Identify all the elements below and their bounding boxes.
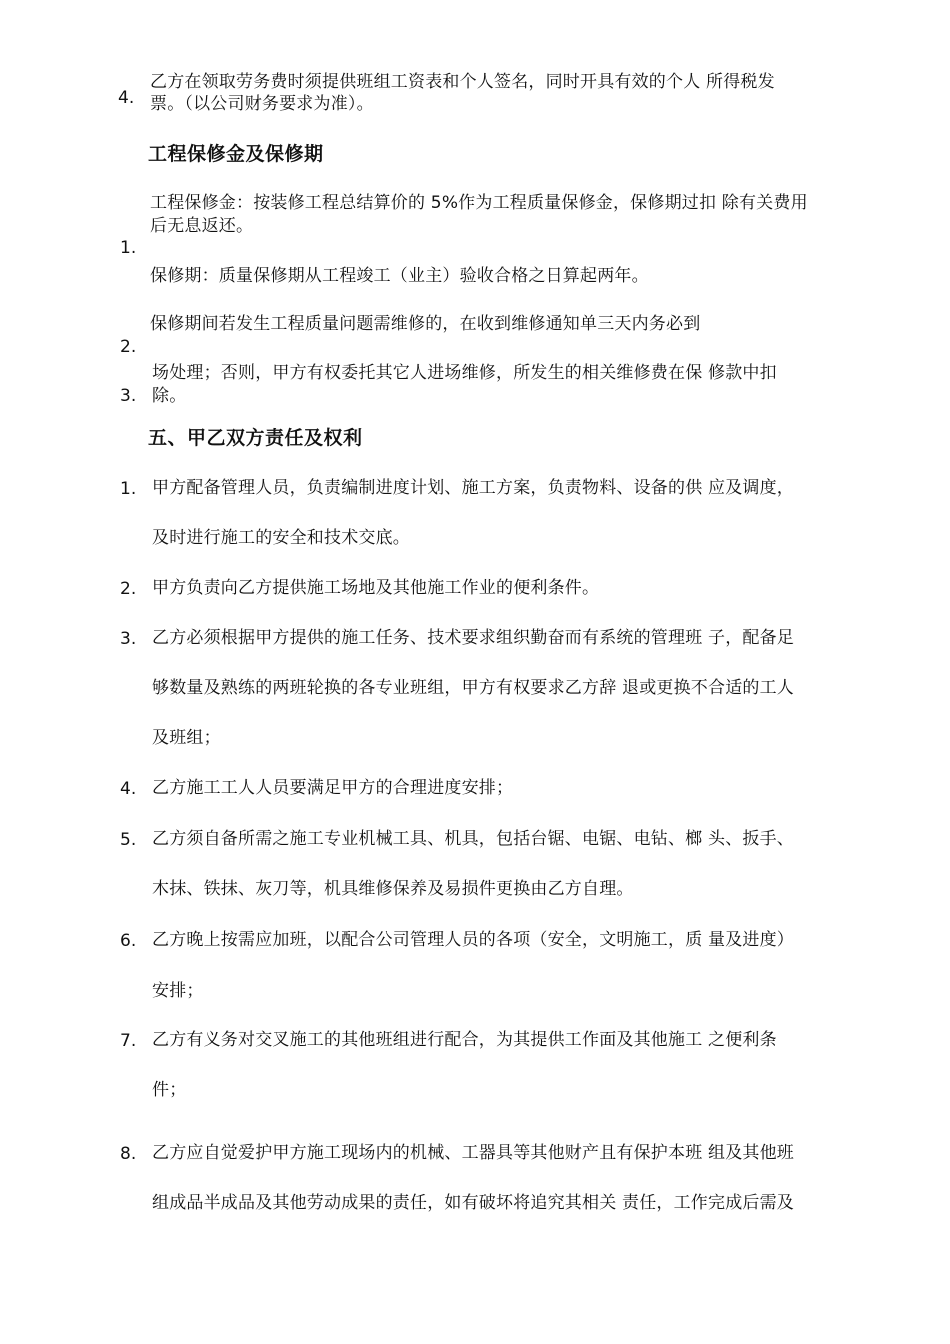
list-number: 7. — [120, 1031, 137, 1051]
section-heading: 工程保修金及保修期 — [148, 143, 324, 165]
list-item-line: 及时进行施工的安全和技术交底。 — [152, 528, 410, 548]
list-item-line: 甲方配备管理人员，负责编制进度计划、施工方案，负责物料、设备的供 应及调度， — [152, 478, 795, 498]
paragraph-line: 工程保修金：按装修工程总结算价的 5%作为工程质量保修金，保修期过扣 除有关费用 — [150, 193, 808, 213]
list-item-line: 及班组； — [152, 728, 221, 748]
list-item-line: 木抹、铁抹、灰刀等，机具维修保养及易损件更换由乙方自理。 — [152, 879, 634, 899]
paragraph-line: 乙方在领取劳务费时须提供班组工资表和个人签名，同时开具有效的个人 所得税发 — [150, 72, 775, 92]
list-number: 3. — [120, 629, 137, 649]
list-item-line: 件； — [152, 1080, 187, 1100]
section-heading: 五、甲乙双方责任及权利 — [148, 427, 363, 449]
list-number: 5. — [120, 830, 137, 850]
paragraph-line: 除。 — [152, 386, 187, 406]
paragraph-line: 票。（以公司财务要求为准）。 — [150, 94, 374, 114]
list-number: 6. — [120, 931, 137, 951]
list-number: 1. — [120, 238, 137, 258]
list-item-line: 乙方必须根据甲方提供的施工任务、技术要求组织勤奋而有系统的管理班 子，配备足 — [152, 628, 795, 648]
list-item-line: 组成品半成品及其他劳动成果的责任，如有破坏将追究其相关 责任，工作完成后需及 — [152, 1193, 795, 1213]
paragraph-line: 场处理；否则，甲方有权委托其它人进场维修，所发生的相关维修费在保 修款中扣 — [152, 363, 777, 383]
list-number: 4. — [118, 88, 135, 108]
paragraph-line: 保修期间若发生工程质量问题需维修的，在收到维修通知单三天内务必到 — [150, 314, 701, 334]
list-item-line: 乙方应自觉爱护甲方施工现场内的机械、工器具等其他财产且有保护本班 组及其他班 — [152, 1143, 795, 1163]
list-number: 3. — [120, 386, 137, 406]
list-number: 8. — [120, 1144, 137, 1164]
list-item-line: 安排； — [152, 981, 204, 1001]
list-item-line: 乙方有义务对交叉施工的其他班组进行配合，为其提供工作面及其他施工 之便利条 — [152, 1030, 777, 1050]
list-item-line: 够数量及熟练的两班轮换的各专业班组，甲方有权要求乙方辞 退或更换不合适的工人 — [152, 678, 795, 698]
list-number: 2. — [120, 579, 137, 599]
list-item-line: 乙方须自备所需之施工专业机械工具、机具，包括台锯、电锯、电钻、榔 头、扳手、 — [152, 829, 795, 849]
paragraph-line: 保修期：质量保修期从工程竣工（业主）验收合格之日算起两年。 — [150, 266, 649, 286]
list-number: 2. — [120, 337, 137, 357]
list-number: 1. — [120, 479, 137, 499]
list-item-line: 乙方施工工人人员要满足甲方的合理进度安排； — [152, 778, 514, 798]
list-number: 4. — [120, 779, 137, 799]
paragraph-line: 后无息返还。 — [150, 216, 254, 236]
list-item-line: 甲方负责向乙方提供施工场地及其他施工作业的便利条件。 — [152, 578, 600, 598]
list-item-line: 乙方晚上按需应加班，以配合公司管理人员的各项（安全，文明施工，质 量及进度） — [152, 930, 795, 950]
